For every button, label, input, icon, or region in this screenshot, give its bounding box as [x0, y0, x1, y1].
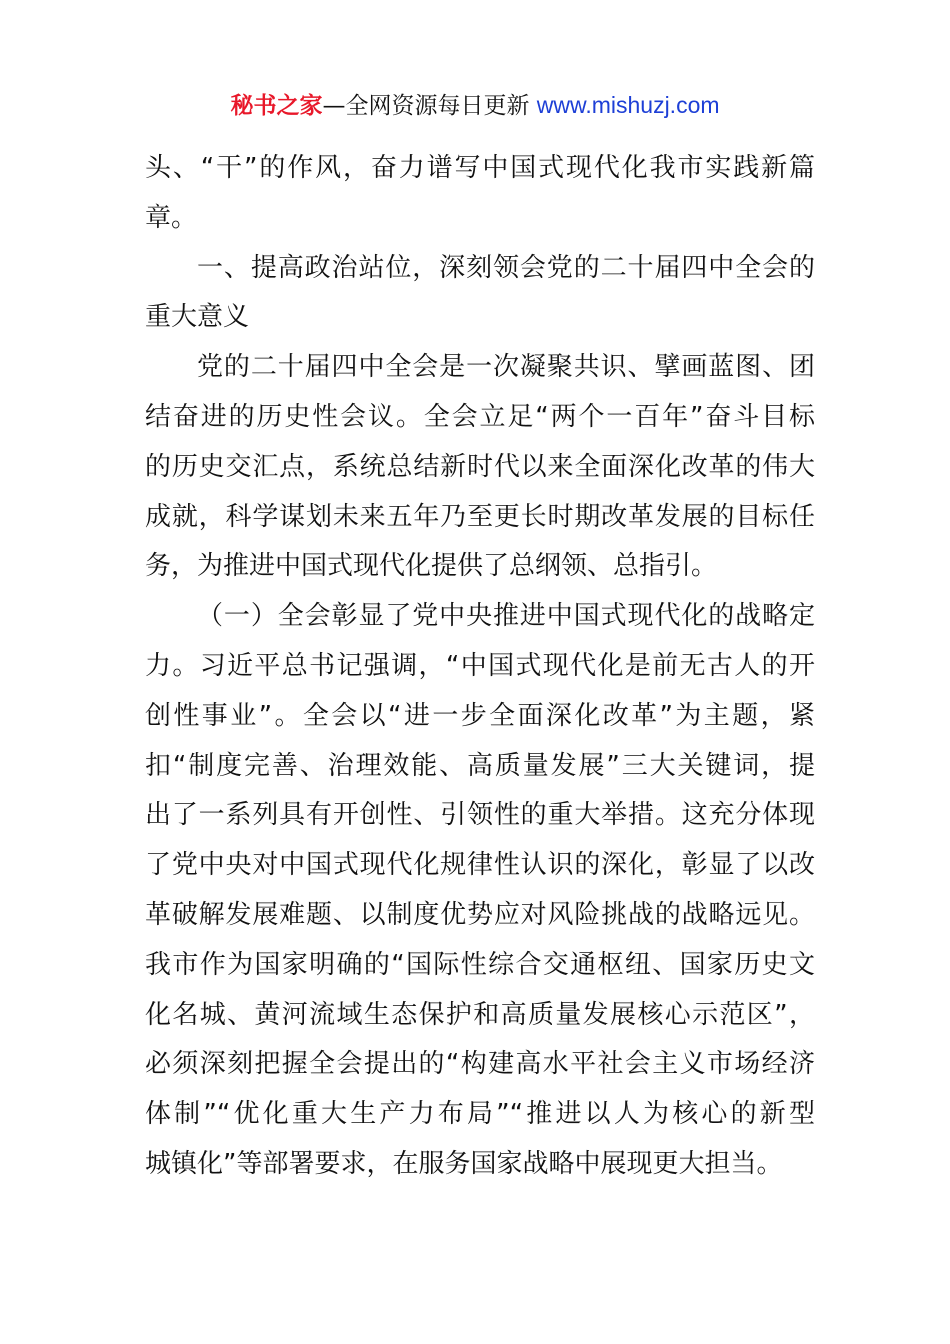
section-heading-line: 重大意义 — [145, 302, 250, 333]
body-line: 的历史交汇点，系统总结新时代以来全面深化改革的伟大 — [145, 451, 815, 482]
body-line: 体制”“优化重大生产力布局”“推进以人为核心的新型 — [145, 1099, 815, 1130]
body-line: 党的二十届四中全会是一次凝聚共识、擘画蓝图、团 — [197, 352, 815, 383]
body-line: 革破解发展难题、以制度优势应对风险挑战的战略远见。 — [145, 899, 815, 930]
subsection-heading-line: （一）全会彰显了党中央推进中国式现代化的战略定 — [197, 601, 815, 632]
body-line: 必须深刻把握全会提出的“构建高水平社会主义市场经济 — [145, 1049, 815, 1080]
body-line: 创性事业”。全会以“进一步全面深化改革”为主题，紧 — [145, 700, 815, 731]
body-line: 出了一系列具有开创性、引领性的重大举措。这充分体现 — [145, 800, 815, 831]
body-line: 扣“制度完善、治理效能、高质量发展”三大关键词，提 — [145, 750, 815, 781]
body-line: 力。习近平总书记强调，“中国式现代化是前无古人的开 — [145, 650, 815, 681]
site-header — [0, 88, 950, 123]
site-url-link[interactable]: www.mishuzj.com — [536, 92, 720, 118]
section-heading-line: 一、提高政治站位，深刻领会党的二十届四中全会的 — [197, 252, 815, 283]
body-line: 务，为推进中国式现代化提供了总纲领、总指引。 — [145, 551, 718, 582]
body-line: 头、“干”的作风，奋力谱写中国式现代化我市实践新篇 — [145, 153, 815, 183]
body-line: 我市作为国家明确的“国际性综合交通枢纽、国家历史文 — [145, 949, 815, 980]
body-line: 化名城、黄河流域生态保护和高质量发展核心示范区”， — [145, 999, 815, 1030]
body-line: 成就，科学谋划未来五年乃至更长时期改革发展的目标任 — [145, 501, 815, 532]
site-name: 秘书之家 — [230, 93, 323, 119]
body-line: 结奋进的历史性会议。全会立足“两个一百年”奋斗目标 — [145, 401, 815, 432]
body-line: 章。 — [145, 202, 198, 233]
body-line: 了党中央对中国式现代化规律性认识的深化，彰显了以改 — [145, 850, 815, 881]
document-body — [145, 144, 815, 1190]
site-slogan: —全网资源每日更新 — [322, 93, 537, 119]
body-line: 城镇化”等部署要求，在服务国家战略中展现更大担当。 — [145, 1148, 783, 1179]
